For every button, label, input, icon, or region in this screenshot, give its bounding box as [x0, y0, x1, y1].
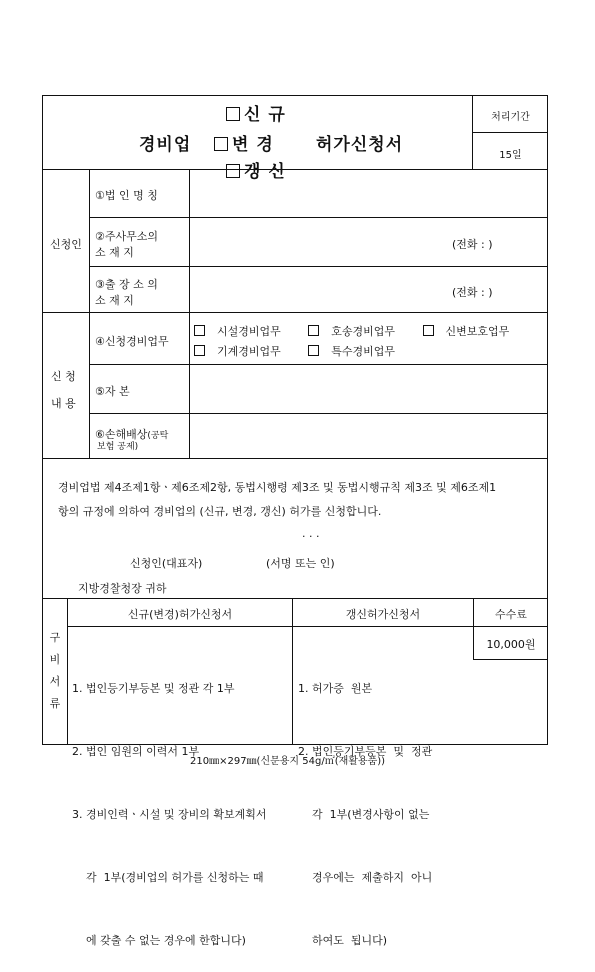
head-office-address-field[interactable] [190, 218, 440, 265]
checkbox-icon [194, 325, 205, 336]
list-item: 하여도 됩니다) [298, 934, 388, 947]
checkbox-icon [308, 345, 319, 356]
list-item: 2. 법인등기부등본 및 정관 [298, 745, 433, 758]
fee-header: 수수료 [495, 608, 527, 621]
capital-label: ⑤자 본 [95, 385, 130, 398]
page-title-left: 경비업 [139, 135, 192, 155]
new-change-header: 신규(변경)허가신청서 [127, 608, 233, 621]
list-item: 1. 법인등기부등본 및 정관 각 1부 [72, 682, 235, 695]
signature-hint[interactable]: (서명 또는 인) [266, 557, 335, 570]
renew-header: 갱신허가신청서 [345, 608, 421, 621]
content-section-label-2: 내 용 [51, 397, 76, 410]
list-item: 2. 법인 임원의 이력서 1부 [72, 745, 200, 758]
list-item: 경우에는 제출하지 아니 [298, 871, 433, 884]
head-office-label-2: 소 재 지 [95, 246, 134, 259]
application-date[interactable]: · · · [302, 530, 320, 543]
branch-office-address-field[interactable] [190, 267, 440, 311]
recipient: 지방경찰청장 귀하 [78, 582, 167, 595]
insurance-label-small: 보험 공제) [97, 442, 139, 452]
processing-period-label: 처리기간 [491, 112, 530, 123]
documents-section-label: 구 비 서 류 [49, 631, 61, 710]
duty-option-facility[interactable]: 시설경비업무 [194, 325, 293, 338]
title-option-change: 변 경 [214, 130, 274, 155]
duty-label: ④신청경비업무 [95, 335, 169, 348]
applicant-section-label: 신청인 [50, 238, 82, 251]
content-section-label-1: 신 청 [51, 370, 76, 383]
title-option-new: 신 규 [226, 100, 286, 125]
capital-field[interactable] [190, 365, 547, 412]
renew-documents [298, 636, 432, 972]
page-title-right: 허가신청서 [316, 135, 404, 155]
list-item: 3. 경비인력ㆍ시설 및 장비의 확보계획서 [72, 808, 267, 821]
duty-options-row2 [194, 343, 419, 359]
list-item: 에 갖출 수 없는 경우에 한합니다) [72, 934, 246, 947]
corp-name-field[interactable] [190, 170, 547, 216]
list-item: 각 1부(변경사항이 없는 [298, 808, 430, 821]
checkbox-icon [194, 345, 205, 356]
checkbox-icon [308, 325, 319, 336]
duty-option-escort[interactable]: 호송경비업무 [308, 325, 407, 338]
list-item: 1. 허가증 원본 [298, 682, 373, 695]
insurance-field[interactable] [190, 414, 547, 457]
checkbox-icon [423, 325, 434, 336]
duty-options-row1 [194, 323, 533, 339]
applicant-signer-label: 신청인(대표자) [130, 557, 203, 570]
duty-option-special[interactable]: 특수경비업무 [308, 345, 407, 358]
branch-office-phone: (전화 : ) [452, 286, 493, 299]
insurance-label: ⑥손해배상(공탁 [95, 428, 169, 441]
duty-option-bodyguard[interactable]: 신변보호업무 [423, 325, 522, 338]
duty-option-machine[interactable]: 기계경비업무 [194, 345, 293, 358]
title-option-renew: 갱 신 [226, 157, 286, 170]
list-item: 각 1부(경비업의 허가를 신청하는 때 [72, 871, 264, 884]
head-office-phone: (전화 : ) [452, 238, 493, 251]
processing-period-value: 15일 [499, 150, 522, 161]
new-change-documents [72, 636, 267, 972]
fee-value: 10,000원 [486, 638, 536, 651]
checkbox-new-icon[interactable] [226, 107, 240, 121]
head-office-label-1: ②주사무소의 [95, 230, 158, 243]
branch-office-label-1: ③출 장 소 의 [95, 278, 158, 291]
branch-office-label-2: 소 재 지 [95, 294, 134, 307]
checkbox-change-icon[interactable] [214, 137, 228, 151]
corp-name-label: ①법 인 명 칭 [95, 189, 158, 202]
declaration-line-2: 항의 규정에 의하여 경비업의 (신규, 변경, 갱신) 허가를 신청합니다. [58, 505, 382, 518]
paper-spec-footer: 210㎜×297㎜(신문용지 54g/㎡(재활용품)) [190, 756, 386, 767]
declaration-line-1: 경비업법 제4조제1항ㆍ제6조제2항, 동법시행령 제3조 및 동법시행규칙 제3조 및 제6조제1 [58, 481, 497, 494]
